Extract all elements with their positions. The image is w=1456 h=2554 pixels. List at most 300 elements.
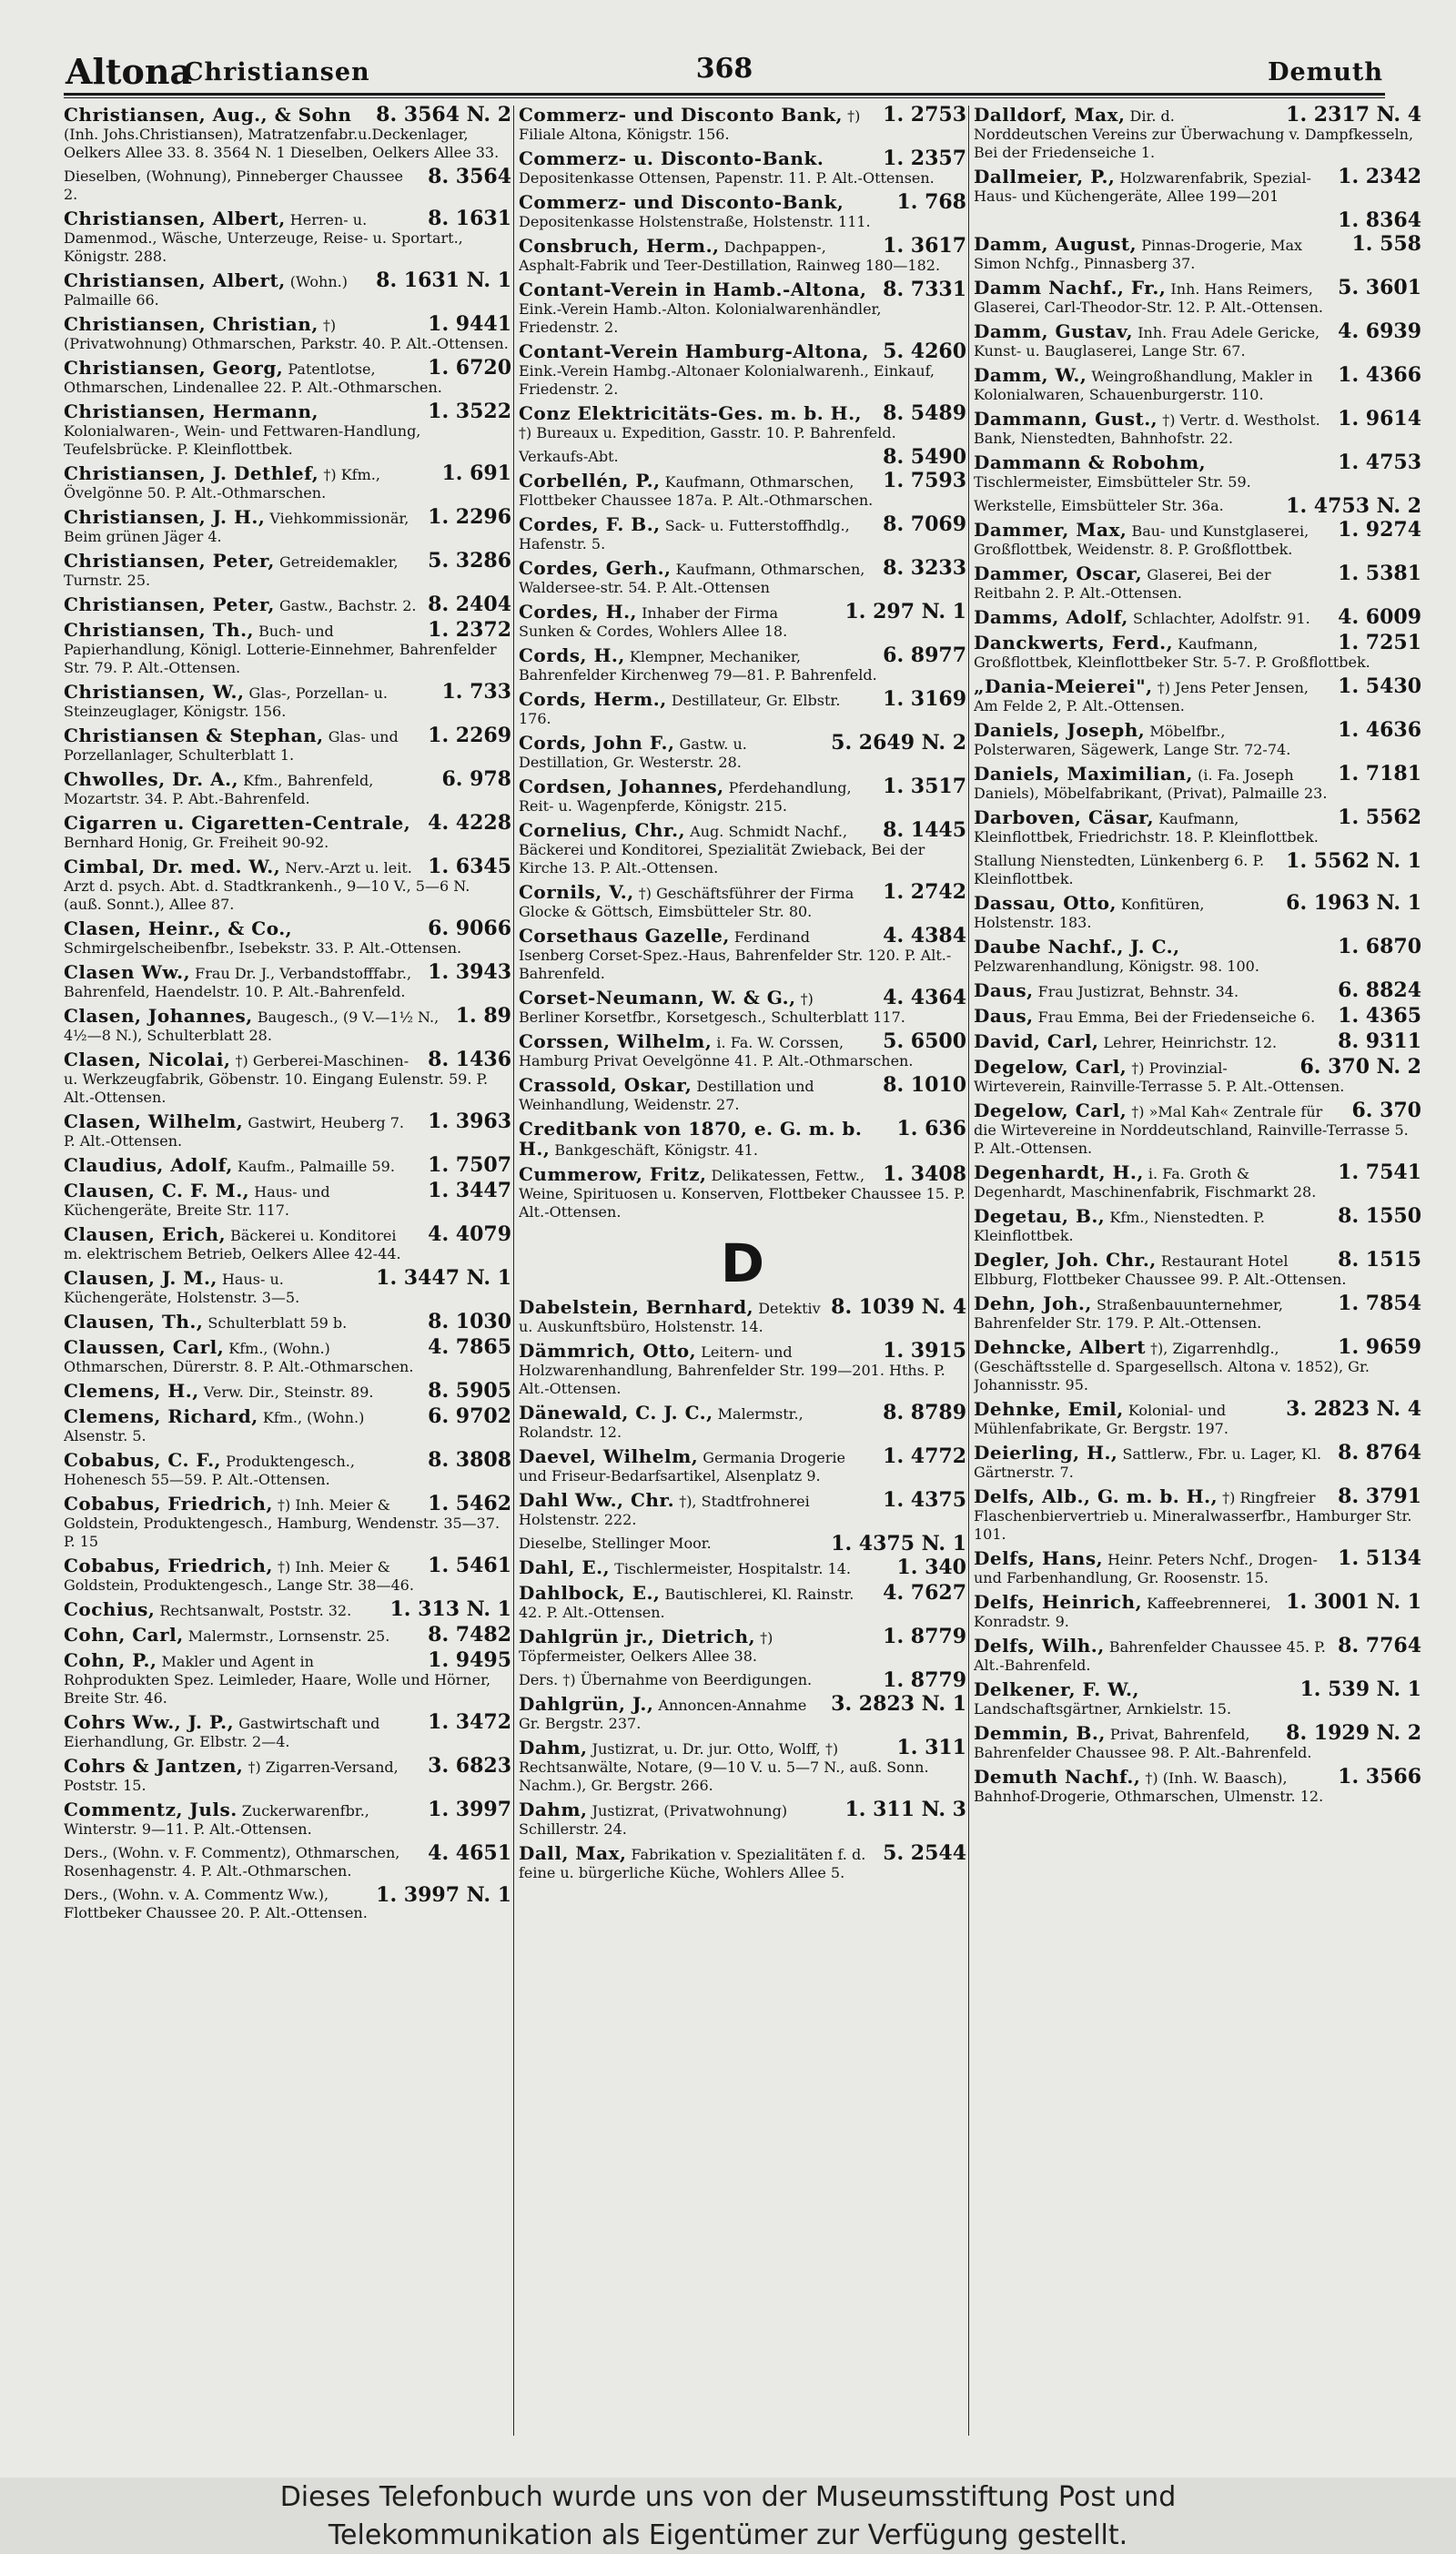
phone-number: 4. 4079 xyxy=(428,1225,511,1246)
directory-entry xyxy=(519,237,966,275)
phone-number: 6. 8824 xyxy=(1338,981,1421,1001)
entry-name: David, Carl, xyxy=(974,1032,1099,1052)
entry-details: †) Töpfermeister, Oelkers Allee 38. xyxy=(519,1629,774,1665)
header-last-entry: Demuth xyxy=(1268,58,1383,86)
entry-name: Clasen Ww., xyxy=(64,963,191,983)
directory-entry xyxy=(64,315,511,353)
entry-details: Dieselben, (Wohnung), Pinneberger Chaussee 2. xyxy=(64,167,404,203)
phone-number: 1. 5462 xyxy=(428,1495,511,1515)
entry-details: Leitern- und Holzwarenhandlung, Bahrenfelder Str. 199—201. Hths. P. Alt.-Ottensen. xyxy=(519,1343,945,1397)
entry-name: Cimbal, Dr. med. W., xyxy=(64,857,281,877)
entry-details: †) Berliner Korsetfbr., Korsetgesch., Schulterblatt 117. xyxy=(519,990,905,1026)
entry-details: Straßenbauunternehmer, Bahrenfelder Str. 179. P. Alt.-Ottensen. xyxy=(974,1296,1283,1332)
phone-number: 1. 4772 xyxy=(883,1447,966,1468)
entry-details: Kfm., (Wohn.) Othmarschen, Dürerstr. 8. P. Alt.-Othmarschen. xyxy=(64,1340,414,1375)
directory-entry xyxy=(519,1298,966,1336)
directory-entry xyxy=(519,448,966,466)
directory-entry xyxy=(974,564,1421,603)
entry-name: Corssen, Wilhelm, xyxy=(519,1032,713,1052)
phone-number: 4. 4364 xyxy=(883,988,966,1009)
directory-entry xyxy=(519,559,966,597)
entry-name: Clasen, Heinr., & Co., xyxy=(64,919,293,939)
phone-number: 1. 4365 xyxy=(1338,1007,1421,1027)
phone-number: 8. 8764 xyxy=(1338,1444,1421,1464)
phone-number: 1. 2372 xyxy=(428,621,511,642)
entry-name: Dammer, Oscar, xyxy=(974,564,1143,584)
entry-name: Cords, John F., xyxy=(519,734,675,754)
entry-details: Dir. d. Norddeutschen Vereins zur Überwachung v. Dampfkesseln, Bei der Friedenseiche 1. xyxy=(974,107,1414,161)
column-divider xyxy=(968,106,969,2436)
directory-entry xyxy=(519,883,966,921)
entry-name: Degler, Joh. Chr., xyxy=(974,1251,1157,1271)
entry-name: Daus, xyxy=(974,981,1034,1001)
entry-details: †) Zigarren-Versand, Poststr. 15. xyxy=(64,1758,399,1794)
directory-entry xyxy=(64,209,511,266)
entry-details: Frau Emma, Bei der Friedenseiche 6. xyxy=(1037,1008,1316,1026)
entry-details: †) Gerberei-Maschinen- u. Werkzeugfabrik, Göbenstr. 10. Eingang Eulenstr. 59. P. Alt.-Ottensen. xyxy=(64,1052,489,1106)
phone-number: 1. 4375 N. 1 xyxy=(831,1535,966,1553)
entry-details: Kolonial- und Mühlenfabrikate, Gr. Bergstr. 197. xyxy=(974,1402,1228,1437)
column-1 xyxy=(64,106,511,1928)
phone-number: 8. 1436 xyxy=(428,1050,511,1071)
directory-entry xyxy=(519,927,966,983)
directory-entry xyxy=(64,1112,511,1150)
entry-details: i. Fa. Groth & Degenhardt, Maschinenfabrik, Fischmarkt 28. xyxy=(974,1165,1317,1201)
phone-number: 1. 3408 xyxy=(883,1165,966,1186)
entry-details: †) Jens Peter Jensen, Am Felde 2, P. Alt.-Ottensen. xyxy=(974,679,1309,715)
phone-number: 1. 2269 xyxy=(428,726,511,747)
entry-details: Konfitüren, Holstenstr. 183. xyxy=(974,896,1205,931)
phone-number: 1. 5461 xyxy=(428,1556,511,1577)
directory-entry xyxy=(64,1800,511,1839)
entry-name: Damm, W., xyxy=(974,366,1087,386)
entry-name: Dahlgrün jr., Dietrich, xyxy=(519,1627,756,1647)
entry-name: Dalldorf, Max, xyxy=(974,106,1126,126)
directory-entry xyxy=(64,595,511,615)
directory-entry xyxy=(974,808,1421,846)
entry-details: Bernhard Honig, Gr. Freiheit 90-92. xyxy=(64,834,329,851)
entry-name: Chwolles, Dr. A., xyxy=(64,770,239,790)
directory-entry xyxy=(519,1695,966,1733)
directory-entry xyxy=(64,1181,511,1220)
phone-number: 8. 3564 N. 2 xyxy=(376,106,511,127)
phone-number: 8. 7764 xyxy=(1338,1637,1421,1657)
entry-details: Schlachter, Adolfstr. 91. xyxy=(1132,610,1310,627)
phone-number: 1. 340 xyxy=(896,1558,966,1578)
phone-number: 1. 2317 N. 4 xyxy=(1286,106,1421,127)
entry-details: Glaserei, Bei der Reitbahn 2. P. Alt.-Ottensen. xyxy=(974,566,1271,602)
phone-number: 1. 3169 xyxy=(883,690,966,711)
directory-entry xyxy=(519,471,966,510)
phone-number: 1. 9441 xyxy=(428,315,511,336)
directory-entry xyxy=(974,894,1421,932)
entry-name: Cordes, Gerh., xyxy=(519,559,672,579)
entry-name: Dehncke, Albert xyxy=(974,1338,1146,1358)
column-divider xyxy=(513,106,514,2436)
entry-details: Werkstelle, Eimsbütteler Str. 36a. xyxy=(974,497,1224,514)
entry-name: Commerz- u. Disconto-Bank. xyxy=(519,149,824,169)
directory-entry xyxy=(519,1738,966,1795)
phone-number: 3. 2823 N. 1 xyxy=(831,1695,966,1716)
entry-details: Sattlerw., Fbr. u. Lager, Kl. Gärtnerstr. 7. xyxy=(974,1445,1322,1481)
directory-entry xyxy=(519,1627,966,1666)
directory-entry xyxy=(974,1444,1421,1482)
phone-number: 8. 1515 xyxy=(1338,1251,1421,1272)
phone-number: 1. 7507 xyxy=(428,1156,511,1176)
entry-details: Dieselbe, Stellinger Moor. xyxy=(519,1535,712,1552)
entry-details: Kaufm., Palmaille 59. xyxy=(237,1158,395,1175)
phone-number: 1. 691 xyxy=(441,464,511,485)
entry-details: Delikatessen, Fettw., Weine, Spirituosen u. Konserven, Flottbeker Chaussee 15. P. Alt.-Ottensen. xyxy=(519,1167,966,1221)
entry-details: Destillateur, Gr. Elbstr. 176. xyxy=(519,692,841,727)
directory-entry xyxy=(974,1724,1421,1762)
page-header xyxy=(66,47,1383,93)
directory-entry xyxy=(64,1626,511,1646)
directory-entry xyxy=(64,1269,511,1307)
entry-details: Zuckerwarenfbr., Winterstr. 9—11. P. Alt.-Ottensen. xyxy=(64,1802,369,1838)
entry-details: Kaffeebrennerei, Konradstr. 9. xyxy=(974,1595,1271,1630)
directory-entry xyxy=(974,279,1421,317)
phone-number: 1. 8364 xyxy=(1338,211,1421,229)
phone-number: 4. 6009 xyxy=(1338,608,1421,628)
phone-number: 1. 558 xyxy=(1351,235,1421,256)
entry-details: †) Vertr. d. Westholst. Bank, Nienstedten, Bahnhofstr. 22. xyxy=(974,411,1320,447)
entry-name: Cobabus, Friedrich, xyxy=(64,1495,273,1515)
phone-number: 1. 5562 xyxy=(1338,808,1421,829)
directory-entry xyxy=(974,633,1421,672)
directory-entry xyxy=(974,1058,1421,1096)
phone-number: 1. 9659 xyxy=(1338,1338,1421,1359)
entry-name: Cohn, Carl, xyxy=(64,1626,184,1646)
footer-line-1: Dieses Telefonbuch wurde uns von der Museumsstiftung Post und xyxy=(279,2481,1177,2513)
entry-details: Kfm., Nienstedten. P. Kleinflottbek. xyxy=(974,1209,1265,1244)
directory-entry xyxy=(519,342,966,399)
entry-name: Cornelius, Chr., xyxy=(519,821,686,841)
entry-details: Bau- und Kunstglaserei, Großflottbek, Weidenstr. 8. P. Großflottbek. xyxy=(974,522,1309,558)
directory-entry xyxy=(974,1251,1421,1289)
phone-number: 6. 978 xyxy=(441,770,511,791)
entry-name: Daube Nachf., J. C., xyxy=(974,937,1180,958)
entry-details: Frau Justizrat, Behnstr. 34. xyxy=(1037,983,1239,1000)
directory-entry xyxy=(64,359,511,397)
entry-details: †) Ringfreier Flaschenbiervertrieb u. Mineralwasserfbr., Hamburger Str. 101. xyxy=(974,1489,1412,1543)
directory-entry xyxy=(64,1338,511,1376)
directory-entry xyxy=(974,366,1421,404)
phone-number: 1. 4753 N. 2 xyxy=(1286,497,1421,515)
directory-entry xyxy=(974,211,1421,229)
entry-details: Ders., (Wohn. v. A. Commentz Ww.), Flottbeker Chaussee 20. P. Alt.-Ottensen. xyxy=(64,1886,368,1921)
phone-number: 1. 3997 N. 1 xyxy=(376,1886,511,1907)
entry-details: Viehkommissionär, Beim grünen Jäger 4. xyxy=(64,510,410,545)
entry-details: Kfm., Bahrenfeld, Mozartstr. 34. P. Abt.-Bahrenfeld. xyxy=(64,772,374,807)
header-city: Altona xyxy=(66,51,193,92)
entry-details: Gastwirtschaft und Eierhandlung, Gr. Elbstr. 2—4. xyxy=(64,1715,380,1750)
entry-name: Dabelstein, Bernhard, xyxy=(519,1298,754,1318)
entry-name: Consbruch, Herm., xyxy=(519,237,720,257)
entry-name: Commentz, Juls. xyxy=(64,1800,238,1820)
entry-name: Corsethaus Gazelle, xyxy=(519,927,730,947)
phone-number: 1. 7593 xyxy=(883,471,966,492)
entry-name: Dammann, Gust., xyxy=(974,410,1158,430)
directory-entry xyxy=(64,1007,511,1045)
entry-details: Depositenkasse Ottensen, Papenstr. 11. P. Alt.-Ottensen. xyxy=(519,169,935,187)
entry-details: (Wohn.) Palmaille 66. xyxy=(64,273,348,309)
phone-number: 1. 3001 N. 1 xyxy=(1286,1593,1421,1614)
entry-name: Christiansen, J. Dethlef, xyxy=(64,464,319,484)
phone-number: 8. 1030 xyxy=(428,1312,511,1333)
directory-entry xyxy=(519,821,966,877)
phone-number: 5. 6500 xyxy=(883,1032,966,1053)
directory-entry xyxy=(974,1637,1421,1675)
entry-name: Delfs, Heinrich, xyxy=(974,1593,1143,1613)
phone-number: 5. 3286 xyxy=(428,552,511,573)
entry-name: Dämmrich, Otto, xyxy=(519,1342,697,1362)
directory-entry xyxy=(64,271,511,309)
directory-entry xyxy=(974,235,1421,273)
phone-number: 6. 1963 N. 1 xyxy=(1286,894,1421,915)
entry-details: Kaufmann, Othmarschen, Waldersee-str. 54. P. Alt.-Ottensen xyxy=(519,561,865,596)
entry-name: Degelow, Carl, xyxy=(974,1101,1127,1121)
entry-details: Malermstr., Rolandstr. 12. xyxy=(519,1405,804,1441)
phone-number: 4. 7865 xyxy=(428,1338,511,1359)
phone-number: 4. 4228 xyxy=(428,814,511,835)
phone-number: 4. 4651 xyxy=(428,1844,511,1865)
section-letter: D xyxy=(720,1232,765,1294)
entry-details: Eink.-Verein Hamb.-Alton. Kolonialwarenhändler, Friedenstr. 2. xyxy=(519,300,882,336)
phone-number: 1. 3617 xyxy=(883,237,966,258)
directory-entry xyxy=(974,410,1421,448)
entry-details: Kaufmann, Großflottbek, Kleinflottbeker Str. 5-7. P. Großflottbek. xyxy=(974,635,1370,671)
phone-number: 8. 3791 xyxy=(1338,1487,1421,1508)
directory-entry xyxy=(974,1487,1421,1544)
phone-number: 1. 5134 xyxy=(1338,1549,1421,1570)
phone-number: 1. 313 N. 1 xyxy=(389,1600,511,1620)
phone-number: 1. 4375 xyxy=(883,1491,966,1512)
phone-number: 3. 2823 N. 4 xyxy=(1286,1400,1421,1421)
directory-entry xyxy=(64,1713,511,1751)
entry-name: Christiansen, W., xyxy=(64,683,245,703)
directory-entry xyxy=(974,937,1421,976)
phone-number: 8. 2404 xyxy=(428,595,511,615)
entry-details: Makler und Agent in Rohprodukten Spez. Leimleder, Haare, Wolle und Hörner, Breite Str. 46. xyxy=(64,1653,491,1707)
entry-name: Cohn, P., xyxy=(64,1651,157,1671)
entry-details: Justizrat, (Privatwohnung) Schillerstr. 24. xyxy=(519,1802,788,1838)
entry-name: Cochius, xyxy=(64,1600,156,1620)
directory-entry xyxy=(519,690,966,728)
directory-entry xyxy=(519,1844,966,1882)
entry-details: Aug. Schmidt Nachf., Bäckerei und Konditorei, Spezialität Zwieback, Bei der Kirche 13. P. Alt.-Ottensen. xyxy=(519,823,925,877)
entry-details: Klempner, Mechaniker, Bahrenfelder Kirchenweg 79—81. P. Bahrenfeld. xyxy=(519,648,877,684)
column-3 xyxy=(974,106,1421,1811)
entry-name: Clemens, Richard, xyxy=(64,1407,258,1427)
directory-entry xyxy=(64,857,511,914)
phone-number: 5. 3601 xyxy=(1338,279,1421,299)
entry-details: (i. Fa. Joseph Daniels), Möbelfabrikant, (Privat), Palmaille 23. xyxy=(974,766,1328,802)
entry-details: Nerv.-Arzt u. leit. Arzt d. psych. Abt. d. Stadtkrankenh., 9—10 V., 5—6 N. (auß. Sonnt.), Allee 87. xyxy=(64,859,470,913)
entry-details: Ders., (Wohn. v. F. Commentz), Othmarschen, Rosenhagenstr. 4. P. Alt.-Othmarschen. xyxy=(64,1844,400,1880)
phone-number: 5. 2544 xyxy=(883,1844,966,1865)
directory-entry xyxy=(519,1584,966,1622)
entry-details: Kfm., (Wohn.) Alsenstr. 5. xyxy=(64,1409,365,1444)
directory-entry xyxy=(519,1120,966,1160)
directory-entry xyxy=(64,464,511,502)
entry-name: Delfs, Alb., G. m. b. H., xyxy=(974,1487,1218,1507)
phone-number: 8. 1631 xyxy=(428,209,511,230)
entry-details: Baugesch., (9 V.—1½ N., 4½—8 N.), Schulterblatt 28. xyxy=(64,1008,440,1044)
entry-details: Tischlermeister, Eimsbütteler Str. 59. xyxy=(974,473,1251,491)
entry-details: †) Kfm., Övelgönne 50. P. Alt.-Othmarschen. xyxy=(64,466,380,502)
entry-name: Dassau, Otto, xyxy=(974,894,1117,914)
entry-details: †) Geschäftsführer der Firma Glocke & Göttsch, Eimsbütteler Str. 80. xyxy=(519,885,854,920)
entry-details: Fabrikation v. Spezialitäten f. d. feine u. bürgerliche Küche, Wohlers Allee 5. xyxy=(519,1846,866,1881)
entry-name: Daniels, Joseph, xyxy=(974,721,1146,741)
entry-name: Demuth Nachf., xyxy=(974,1768,1141,1788)
directory-entry xyxy=(974,322,1421,360)
phone-number: 5. 4260 xyxy=(883,342,966,363)
entry-details: Pinnas-Drogerie, Max Simon Nchfg., Pinnasberg 37. xyxy=(974,237,1303,272)
entry-name: Cobabus, C. F., xyxy=(64,1451,222,1471)
entry-name: Corset-Neumann, W. & G., xyxy=(519,988,796,1008)
entry-details: Rechtsanwalt, Poststr. 32. xyxy=(159,1602,352,1619)
entry-name: Damms, Adolf, xyxy=(974,608,1128,628)
entry-name: Cornils, V., xyxy=(519,883,634,903)
entry-details: Glas-, Porzellan- u. Steinzeuglager, Königstr. 156. xyxy=(64,684,388,720)
entry-name: Dehn, Joh., xyxy=(974,1294,1092,1314)
phone-number: 1. 4753 xyxy=(1338,453,1421,474)
entry-details: Stallung Nienstedten, Lünkenberg 6. P. Kleinflottbek. xyxy=(974,852,1265,887)
phone-number: 1. 311 xyxy=(896,1738,966,1759)
directory-entry xyxy=(974,1680,1421,1718)
entry-name: Creditbank von 1870, e. G. m. b. H., xyxy=(519,1120,863,1160)
entry-details: Holzwarenfabrik, Spezial-Haus- und Küchengeräte, Allee 199—201 xyxy=(974,169,1311,205)
entry-details: Inh. Hans Reimers, Glaserei, Carl-Theodor-Str. 12. P. Alt.-Ottensen. xyxy=(974,280,1324,316)
entry-name: Cordes, H., xyxy=(519,603,638,623)
entry-details: Privat, Bahrenfeld, Bahrenfelder Chaussee 98. P. Alt.-Bahrenfeld. xyxy=(974,1726,1312,1761)
entry-name: Cordsen, Johannes, xyxy=(519,777,724,797)
directory-entry xyxy=(64,1407,511,1445)
directory-entry xyxy=(974,497,1421,515)
phone-number: 1. 2342 xyxy=(1338,167,1421,188)
directory-entry xyxy=(519,1535,966,1553)
directory-entry xyxy=(519,1342,966,1398)
directory-entry xyxy=(974,1207,1421,1245)
phone-number: 1. 733 xyxy=(441,683,511,704)
directory-entry xyxy=(64,726,511,765)
directory-entry xyxy=(974,1768,1421,1806)
directory-entry xyxy=(64,1382,511,1402)
phone-number: 1. 3963 xyxy=(428,1112,511,1133)
entry-details: Frau Dr. J., Verbandstofffabr., Bahrenfeld, Haendelstr. 10. P. Alt.-Bahrenfeld. xyxy=(64,965,412,1000)
directory-entry xyxy=(519,777,966,816)
phone-number: 6. 9066 xyxy=(428,919,511,940)
entry-name: Degelow, Carl, xyxy=(974,1058,1127,1078)
entry-details: Landschaftsgärtner, Arnkielstr. 15. xyxy=(974,1700,1232,1718)
entry-name: Dahm, xyxy=(519,1738,588,1758)
directory-entry xyxy=(519,515,966,553)
directory-entry xyxy=(519,1558,966,1578)
directory-entry xyxy=(519,1076,966,1114)
phone-number: 1. 5430 xyxy=(1338,677,1421,698)
directory-entry xyxy=(974,521,1421,559)
entry-name: Daniels, Maximilian, xyxy=(974,765,1193,785)
entry-name: Contant-Verein in Hamb.-Altona, xyxy=(519,280,867,300)
directory-entry xyxy=(974,721,1421,759)
phone-number: 1. 3447 xyxy=(428,1181,511,1202)
phone-number: 5. 2649 N. 2 xyxy=(831,734,966,755)
phone-number: 1. 6345 xyxy=(428,857,511,878)
entry-name: Dammer, Max, xyxy=(974,521,1127,541)
directory-entry xyxy=(974,608,1421,628)
entry-name: Damm, Gustav, xyxy=(974,322,1134,342)
phone-number: 6. 370 xyxy=(1351,1101,1421,1122)
phone-number: 1. 3943 xyxy=(428,963,511,984)
directory-entry xyxy=(519,734,966,772)
directory-entry xyxy=(64,167,511,204)
entry-details: Gastw., Bachstr. 2. xyxy=(278,597,417,614)
entry-details: Ders. †) Übernahme von Beerdigungen. xyxy=(519,1671,813,1688)
entry-details: Dachpappen-, Asphalt-Fabrik und Teer-Destillation, Rainweg 180—182. xyxy=(519,238,941,274)
entry-name: Dahlgrün, J., xyxy=(519,1695,654,1715)
entry-name: Christiansen & Stephan, xyxy=(64,726,324,746)
directory-entry xyxy=(519,988,966,1027)
directory-entry xyxy=(974,167,1421,206)
directory-entry xyxy=(974,1032,1421,1052)
directory-entry xyxy=(519,1447,966,1485)
phone-number: 1. 7181 xyxy=(1338,765,1421,785)
directory-entry xyxy=(519,603,966,641)
entry-name: Clausen, Th., xyxy=(64,1312,204,1333)
phone-number: 1. 3472 xyxy=(428,1713,511,1734)
phone-number: 1. 297 N. 1 xyxy=(844,603,966,623)
phone-number: 1. 4366 xyxy=(1338,366,1421,387)
entry-details: Getreidemakler, Turnstr. 25. xyxy=(64,553,399,589)
entry-name: Darboven, Cäsar, xyxy=(974,808,1155,828)
entry-details: Bahrenfelder Chaussee 45. P. Alt.-Bahrenfeld. xyxy=(974,1638,1326,1674)
phone-number: 1. 7541 xyxy=(1338,1163,1421,1184)
directory-entry xyxy=(64,508,511,546)
entry-name: Cohrs Ww., J. P., xyxy=(64,1713,235,1733)
directory-entry xyxy=(974,1400,1421,1438)
entry-details: Detektiv u. Auskunftsbüro, Holstenstr. 14. xyxy=(519,1300,821,1335)
entry-name: Dallmeier, P., xyxy=(974,167,1116,187)
entry-name: Commerz- und Disconto Bank, xyxy=(519,106,844,126)
phone-number: 1. 539 N. 1 xyxy=(1299,1680,1421,1701)
entry-name: Commerz- und Disconto-Bank, xyxy=(519,193,844,213)
entry-name: Cobabus, Friedrich, xyxy=(64,1556,273,1576)
entry-details: †) (Inh. W. Baasch), Bahnhof-Drogerie, Othmarschen, Ulmenstr. 12. xyxy=(974,1769,1324,1805)
directory-entry xyxy=(64,919,511,958)
entry-name: Cords, Herm., xyxy=(519,690,667,710)
phone-number: 1. 8779 xyxy=(883,1671,966,1689)
entry-details: †) Filiale Altona, Königstr. 156. xyxy=(519,107,861,143)
entry-details: Weingroßhandlung, Makler in Kolonialwaren, Schauenburgerstr. 110. xyxy=(974,368,1313,403)
directory-entry xyxy=(519,280,966,337)
entry-name: Daus, xyxy=(974,1007,1034,1027)
entry-details: Destillation und Weinhandlung, Weidenstr. 27. xyxy=(519,1078,814,1113)
phone-number: 6. 8977 xyxy=(883,646,966,667)
phone-number: 8. 1039 N. 4 xyxy=(831,1298,966,1319)
directory-entry xyxy=(974,677,1421,715)
directory-entry xyxy=(974,1338,1421,1394)
entry-details: Bautischlerei, Kl. Rainstr. 42. P. Alt.-Ottensen. xyxy=(519,1586,854,1621)
directory-entry xyxy=(974,1101,1421,1158)
directory-entry xyxy=(64,1556,511,1595)
entry-name: Dammann & Robohm, xyxy=(974,453,1207,473)
directory-entry xyxy=(64,814,511,852)
column-2 xyxy=(519,106,966,1888)
entry-name: Claussen, Carl, xyxy=(64,1338,225,1358)
phone-number: 8. 1550 xyxy=(1338,1207,1421,1228)
